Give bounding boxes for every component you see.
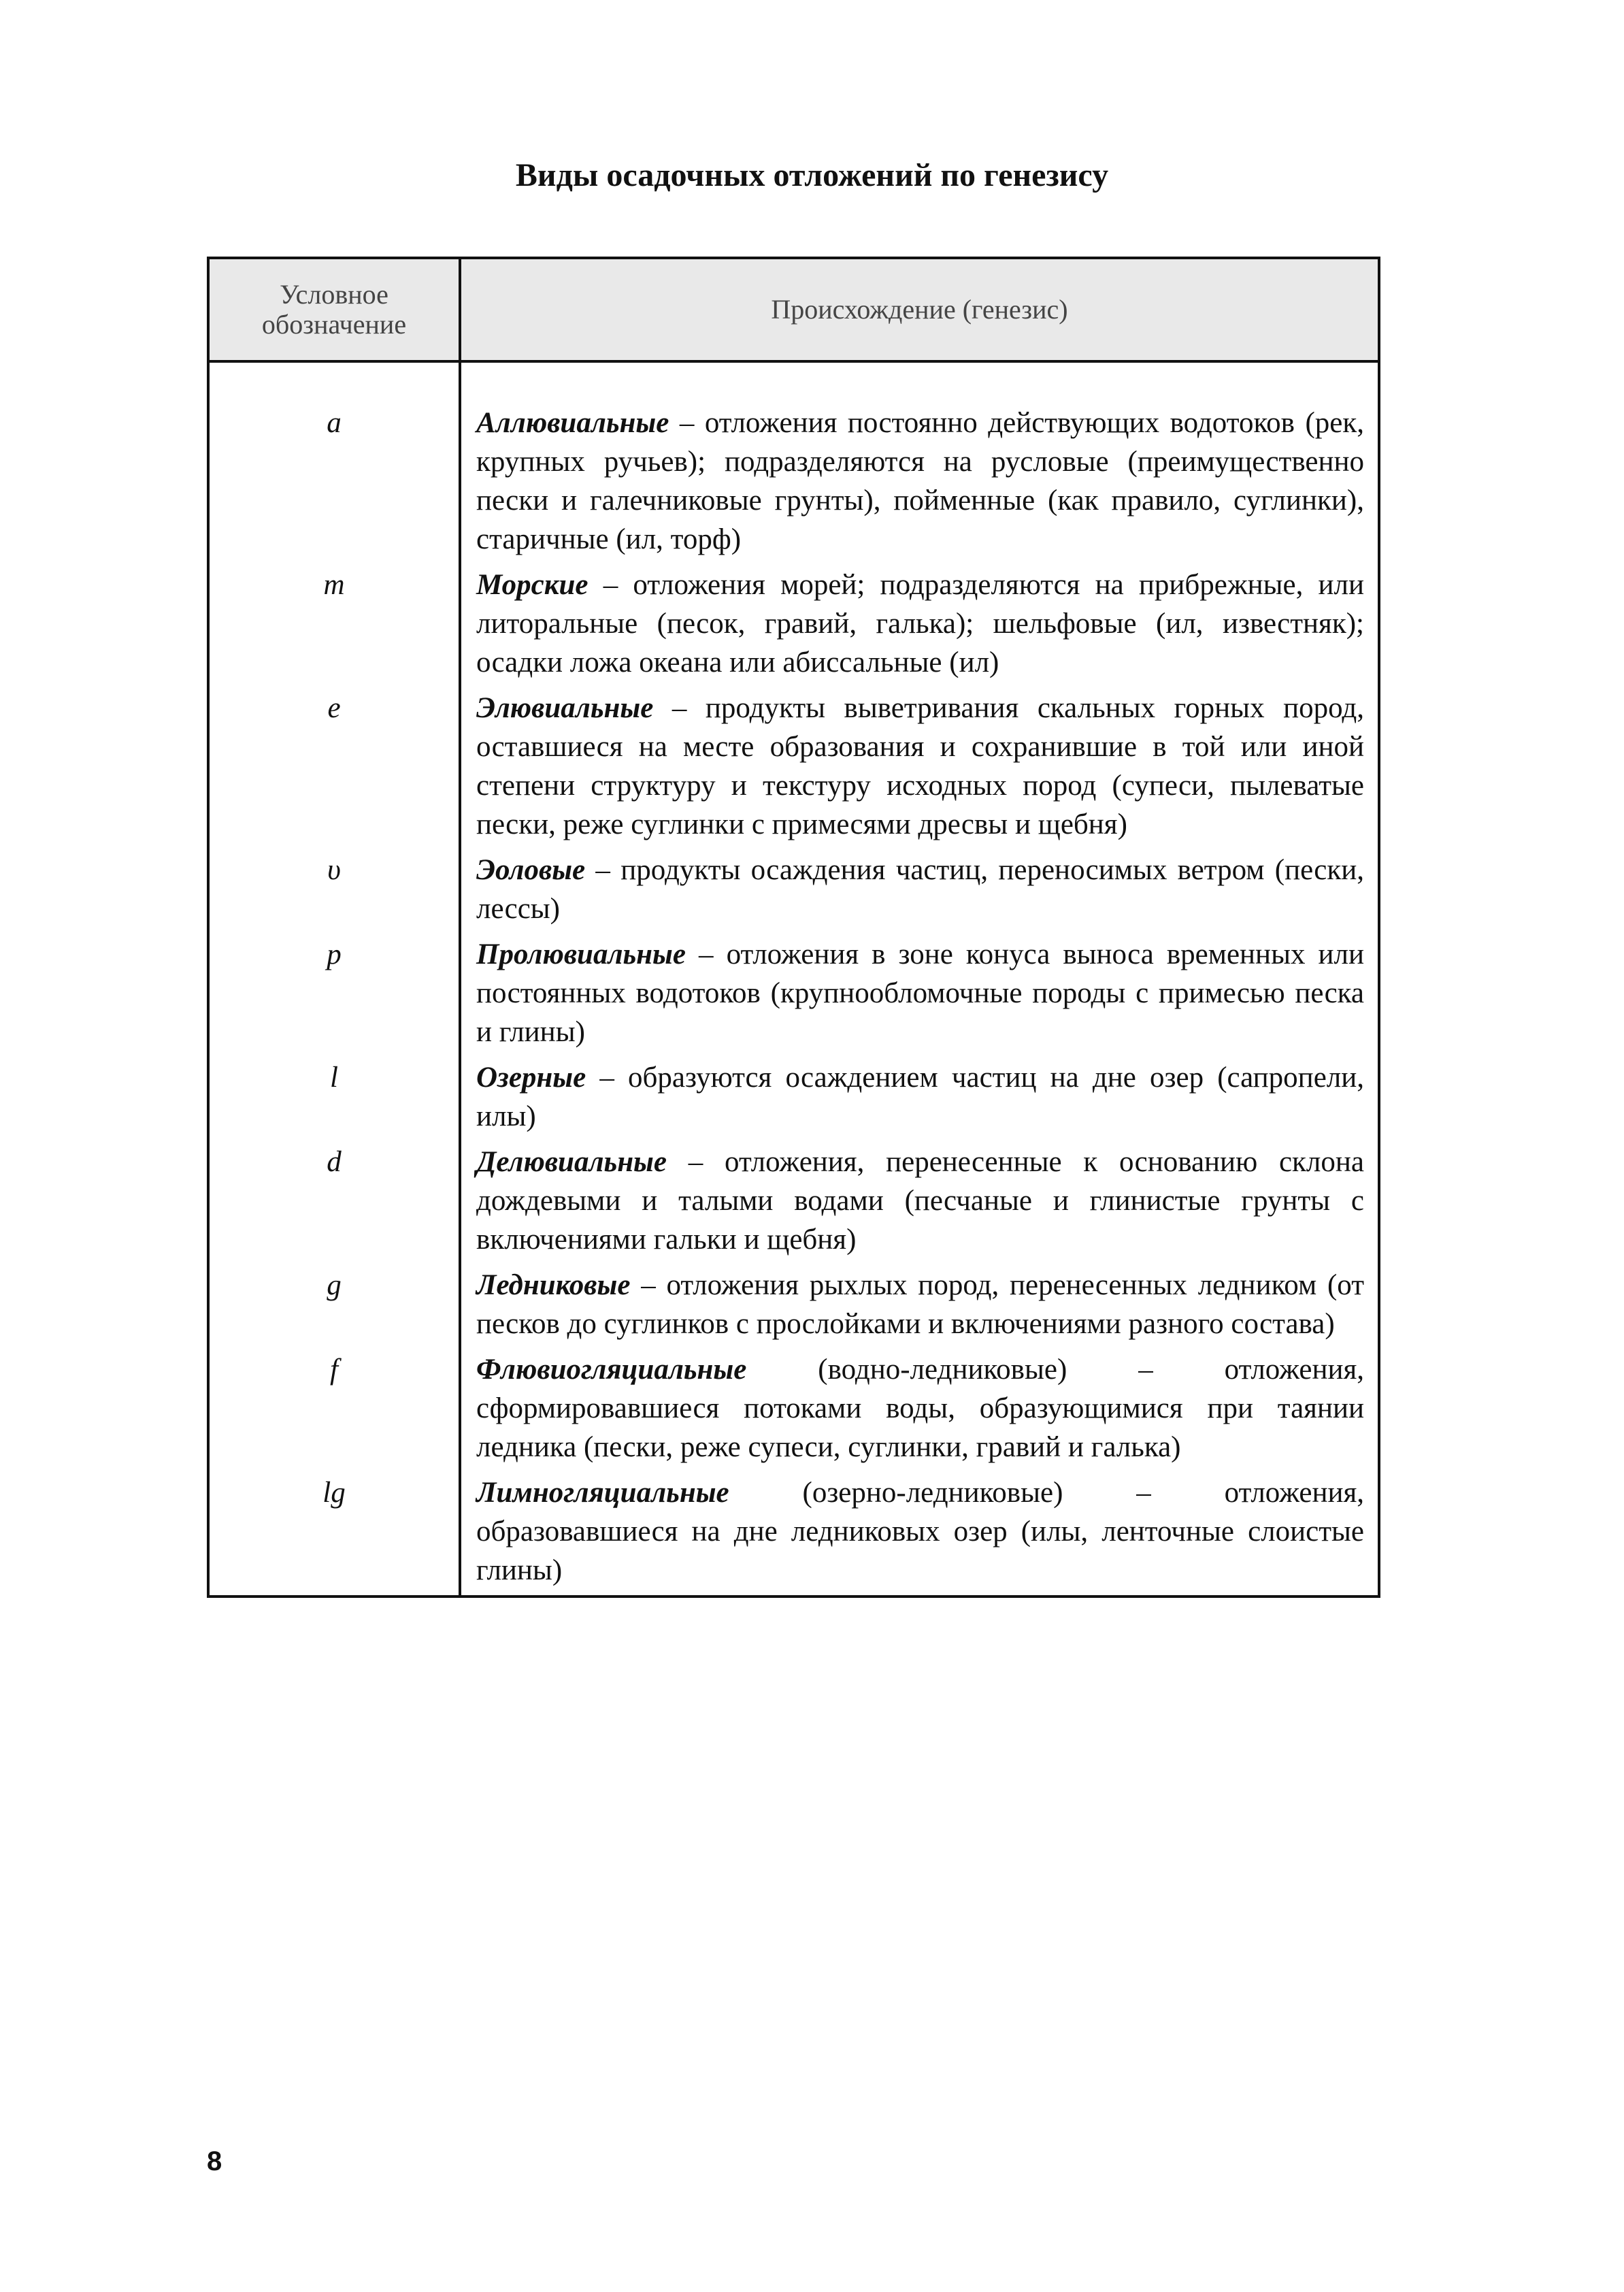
row-text: – продукты осаждения частиц, переносимых ветром (пески, лессы) (476, 854, 1364, 925)
header-description-label: Происхождение (генезис) (771, 294, 1068, 325)
row-description (460, 1136, 1379, 1259)
row-text: – отложения рыхлых пород, перенесенных ледником (от песков до суглинков с прослойками и включениями разного состава) (476, 1269, 1364, 1340)
table-row (208, 682, 1379, 844)
row-description (460, 928, 1379, 1051)
row-term: Элювиальные (476, 692, 654, 724)
page-number: 8 (207, 2146, 222, 2176)
header-code-line1: Условное (280, 279, 388, 310)
table-row (208, 1136, 1379, 1259)
row-text: – продукты выветривания скальных горных пород, оставшиеся на месте образования и сохранившие в той или иной степени структуру и текстуру исходных пород (супеси, пылеватые пески, реже суглинки с примесями дресвы и щебня) (476, 692, 1364, 840)
table-row (208, 1467, 1379, 1597)
row-description (460, 844, 1379, 928)
row-description (460, 361, 1379, 559)
row-term: Аллювиальные (476, 407, 669, 439)
table-row (208, 1051, 1379, 1136)
row-description (460, 1343, 1379, 1467)
row-code: g (208, 1259, 460, 1343)
row-description (460, 1051, 1379, 1136)
table-row (208, 559, 1379, 682)
table-row (208, 1259, 1379, 1343)
row-code: f (208, 1343, 460, 1467)
row-code: υ (208, 844, 460, 928)
row-text: (озерно-ледниковые) – отложения, образовавшиеся на дне ледниковых озер (илы, ленточные слоистые глины) (476, 1477, 1364, 1586)
header-code-line2: обозначение (261, 309, 407, 340)
row-code: e (208, 682, 460, 844)
table-header-row (208, 258, 1379, 361)
row-code: d (208, 1136, 460, 1259)
genesis-table (207, 257, 1380, 1598)
row-description (460, 1467, 1379, 1597)
row-description (460, 682, 1379, 844)
row-term: Делювиальные (476, 1146, 667, 1178)
row-term: Морские (476, 569, 589, 601)
row-text: – отложения в зоне конуса выноса временных или постоянных водотоков (крупнообломочные породы с примесью песка и глины) (476, 938, 1364, 1048)
row-term: Озерные (476, 1062, 586, 1094)
row-text: – отложения морей; подразделяются на прибрежные, или литоральные (песок, гравий, галька); шельфовые (ил, известняк); осадки ложа океана или абиссальные (ил) (476, 569, 1364, 678)
table-row (208, 844, 1379, 928)
row-code: lg (208, 1467, 460, 1597)
row-description (460, 559, 1379, 682)
row-code: m (208, 559, 460, 682)
row-text: – отложения, перенесенные к основанию склона дождевыми и талыми водами (песчаные и глинистые грунты с включениями гальки и щебня) (476, 1146, 1364, 1256)
row-text: – отложения постоянно действующих водотоков (рек, крупных ручьев); подразделяются на русловые (преимущественно пески и галечниковые грунты), пойменные (как правило, суглинки), старичные (ил, торф) (476, 407, 1364, 555)
header-code (208, 258, 460, 361)
row-code: l (208, 1051, 460, 1136)
row-text: (водно-ледниковые) – отложения, сформировавшиеся потоками воды, образующимися при таянии ледника (пески, реже супеси, суглинки, гравий и галька) (476, 1354, 1364, 1463)
row-term: Ледниковые (476, 1269, 631, 1301)
row-text: – образуются осаждением частиц на дне озер (сапропели, илы) (476, 1062, 1364, 1132)
table-row (208, 361, 1379, 559)
row-code: a (208, 361, 460, 559)
row-term: Пролювиальные (476, 938, 686, 970)
table-row (208, 928, 1379, 1051)
page-title: Виды осадочных отложений по генезису (515, 157, 1109, 193)
row-term: Эоловые (476, 854, 586, 886)
row-term: Лимногляциальные (476, 1477, 729, 1509)
row-description (460, 1259, 1379, 1343)
header-description (460, 258, 1379, 361)
table-row (208, 1343, 1379, 1467)
row-term: Флювиогляциальные (476, 1354, 747, 1386)
row-code: p (208, 928, 460, 1051)
